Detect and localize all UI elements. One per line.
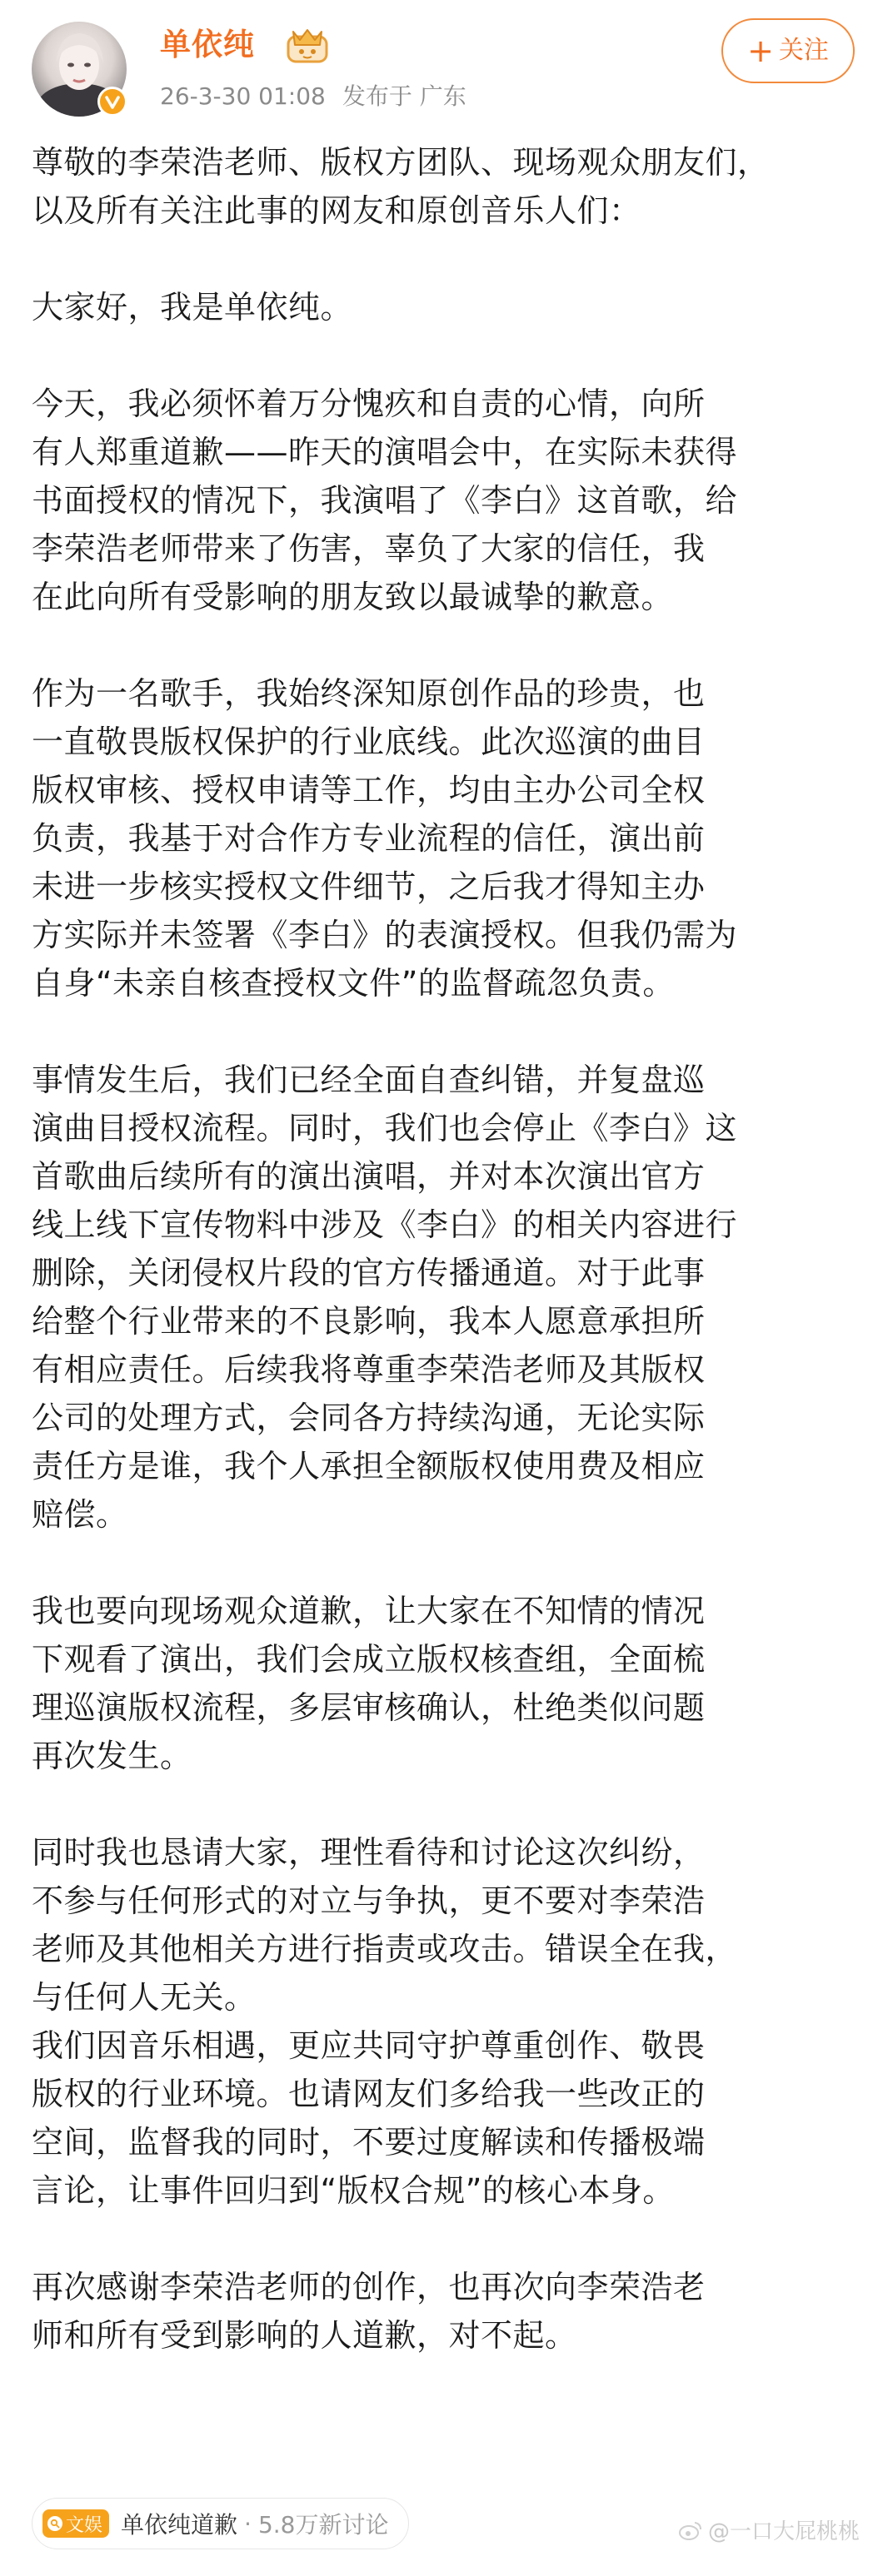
topic-name: 单依纯道歉	[121, 2511, 238, 2539]
search-icon	[47, 2516, 62, 2531]
post-paragraph-closing: 再次感谢李荣浩老师的创作，也再次向李荣浩老 师和所有受到影响的人道歉，对不起。	[32, 2269, 706, 2354]
post-paragraph-apology: 今天，我必须怀着万分愧疚和自责的心情，向所 有人郑重道歉——昨天的演唱会中，在实际未获得 书面授权的情况下，我演唱了《李白》这首歌，给 李荣浩老师带来了伤害，辜负了大家的信任，我 在此向所有受影响的朋友致以最诚挚的歉意。	[32, 385, 738, 615]
post-paragraph-salutation: 尊敬的李荣浩老师、版权方团队、现场观众朋友们， 以及所有关注此事的网友和原创音乐人们：	[32, 144, 770, 229]
topic-discussion-count: 5.8万新讨论	[257, 2511, 389, 2539]
crown-member-icon	[283, 27, 332, 65]
topic-chip[interactable]	[32, 2498, 409, 2549]
topic-separator: ·	[244, 2509, 252, 2538]
topic-badge-label: 文娱	[66, 2514, 103, 2536]
topic-badge	[42, 2509, 109, 2538]
author-name[interactable]: 单依纯	[160, 27, 255, 62]
post-paragraph-actions: 事情发生后，我们已经全面自查纠错，并复盘巡 演曲目授权流程。同时，我们也会停止《李白》这 首歌曲后续所有的演出演唱，并对本次演出官方 线上线下宣传物料中涉及《李白》的相关内容进行 删除，关闭侵权片段的官方传播通道。对于此事 给整个行业带来的不良影响，我本人愿意承担所 有相应责任。后续我将尊重李荣浩老师及其版权 公司的处理方式，会同各方持续沟通，无论实际 责任方是谁，我个人承担全额版权使用费及相应 赔偿。	[32, 1062, 738, 1533]
watermark	[678, 2514, 860, 2545]
post-location: 广东	[419, 82, 466, 110]
location-label: 发布于	[342, 82, 412, 110]
post-content	[32, 138, 856, 2360]
follow-label: 关注	[778, 36, 829, 65]
post-paragraph-appeal: 同时我也恳请大家，理性看待和讨论这次纠纷， 不参与任何形式的对立与争执，更不要对李荣浩 老师及其他相关方进行指责或攻击。错误全在我， 与任何人无关。 我们因音乐相遇，更应共同守护尊重创作、敬畏 版权的行业环境。也请网友们多给我一些改正的 空间，监督我的同时，不要过度解读和传播极端 言论，让事件回归到“版权合规”的核心本身。	[32, 1834, 738, 2209]
post-meta	[160, 82, 466, 112]
v-verified-icon	[97, 87, 127, 117]
post-paragraph-greeting: 大家好，我是单依纯。	[32, 289, 353, 326]
post-timestamp: 26-3-30 01:08	[160, 82, 326, 110]
post-paragraph-explanation: 作为一名歌手，我始终深知原创作品的珍贵，也 一直敬畏版权保护的行业底线。此次巡演的曲目 版权审核、授权申请等工作，均由主办公司全权 负责，我基于对合作方专业流程的信任，演出前 未进一步核实授权文件细节，之后我才得知主办 方实际并未签署《李白》的表演授权。但我仍需为 自身“未亲自核查授权文件”的监督疏忽负责。	[32, 675, 738, 1002]
plus-icon: +	[747, 32, 774, 69]
weibo-logo-icon	[678, 2519, 703, 2541]
follow-button[interactable]	[721, 18, 855, 83]
post-paragraph-audience: 我也要向现场观众道歉，让大家在不知情的情况 下观看了演出，我们会成立版权核查组，全面梳 理巡演版权流程，多层审核确认，杜绝类似问题 再次发生。	[32, 1593, 706, 1774]
watermark-text: @一口大屁桃桃	[707, 2519, 860, 2544]
